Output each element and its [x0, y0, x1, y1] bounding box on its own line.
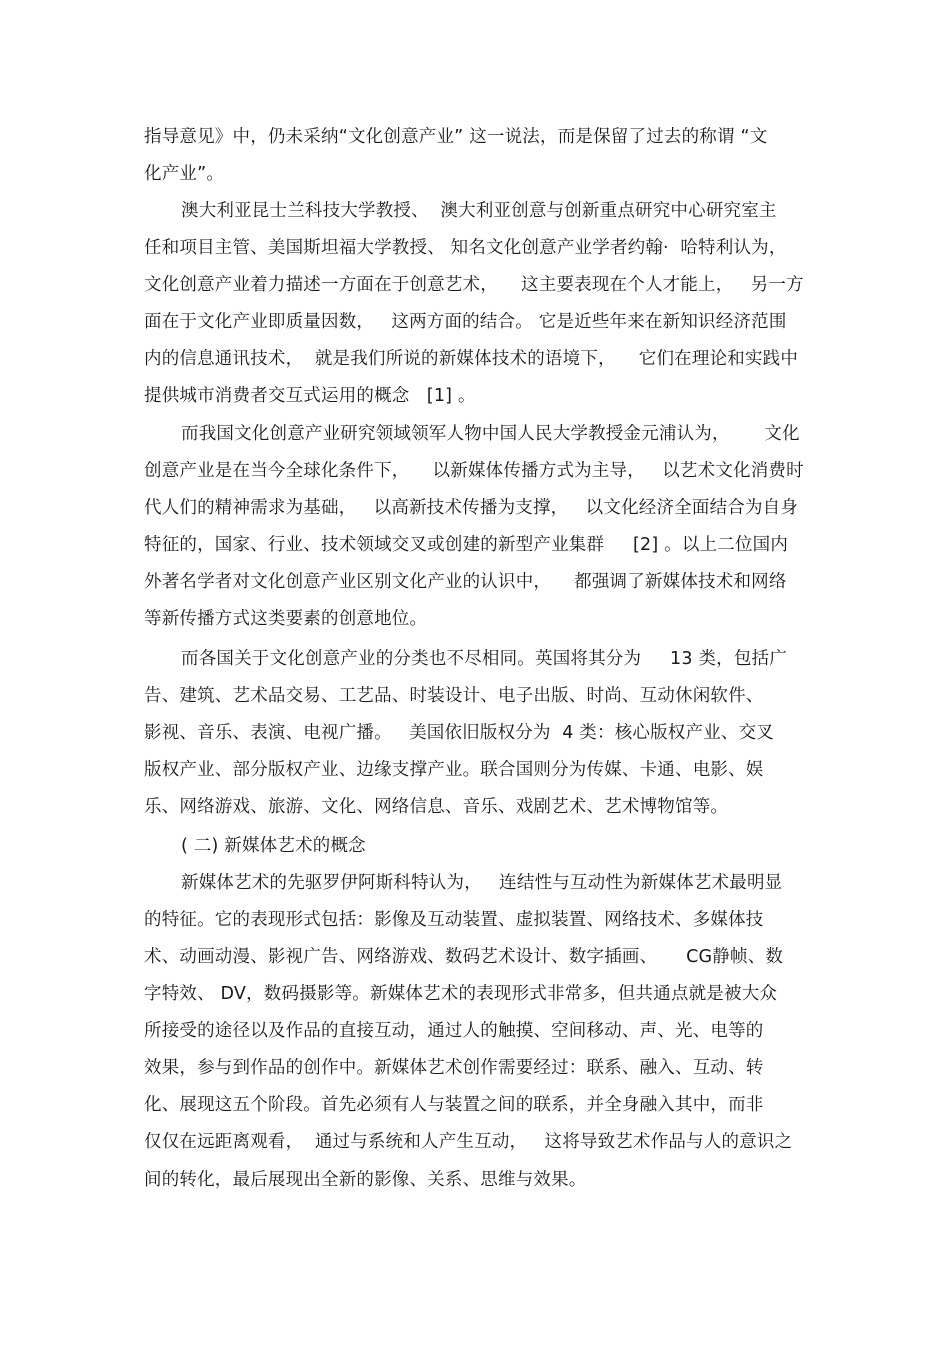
text-line: 化、展现这五个阶段。首先必须有人与装置之间的联系，并全身融入其中，而非 [144, 1095, 764, 1115]
text-line: 指导意见》中，仍未采纳“文化创意产业” 这一说法，而是保留了过去的称谓 “文 [144, 127, 768, 147]
text-line: 所接受的途径以及作品的直接互动，通过人的触摸、空间移动、声、光、电等的 [144, 1021, 764, 1041]
text-line: 外著名学者对文化创意产业区别文化产业的认识中， 都强调了新媒体技术和网络 [144, 572, 787, 592]
text-line: 面在于文化产业即质量因数， 这两方面的结合。 它是近些年来在新知识经济范围 [144, 312, 787, 332]
text-line: 内的信息通讯技术， 就是我们所说的新媒体技术的语境下， 它们在理论和实践中 [144, 349, 799, 369]
text-line: 间的转化，最后展现出全新的影像、关系、思维与效果。 [144, 1170, 587, 1190]
text-line: 提供城市消费者交互式运用的概念 [1] 。 [144, 386, 476, 406]
section-heading: ( 二) 新媒体艺术的概念 [181, 836, 366, 856]
text-line: 版权产业、部分版权产业、边缘支撑产业。联合国则分为传媒、卡通、电影、娱 [144, 760, 764, 780]
text-line: 文化创意产业着力描述一方面在于创意艺术， 这主要表现在个人才能上， 另一方 [144, 275, 804, 295]
text-line: 特征的，国家、行业、技术领域交叉或创建的新型产业集群 [2] 。以上二位国内 [144, 535, 789, 555]
paragraph-first-line: 新媒体艺术的先驱罗伊阿斯科特认为， 连结性与互动性为新媒体艺术最明显 [181, 873, 783, 893]
text-line: 等新传播方式这类要素的创意地位。 [144, 609, 428, 629]
text-line: 乐、网络游戏、旅游、文化、网络信息、音乐、戏剧艺术、艺术博物馆等。 [144, 797, 729, 817]
paragraph-first-line: 而各国关于文化创意产业的分类也不尽相同。英国将其分为 13 类，包括广 [181, 649, 787, 669]
text-line: 字特效、 DV，数码摄影等。新媒体艺术的表现形式非常多，但共通点就是被大众 [144, 984, 778, 1004]
text-line: 的特征。它的表现形式包括：影像及互动装置、虚拟装置、网络技术、多媒体技 [144, 910, 764, 930]
text-line: 影视、音乐、表演、电视广播。 美国依旧版权分为 4 类：核心版权产业、交叉 [144, 723, 775, 743]
text-line: 代人们的精神需求为基础， 以高新技术传播为支撑， 以文化经济全面结合为自身 [144, 498, 799, 518]
text-line: 任和项目主管、美国斯坦福大学教授、 知名文化创意产业学者约翰· 哈特利认为， [144, 238, 787, 258]
text-line: 告、建筑、艺术品交易、工艺品、时装设计、电子出版、时尚、互动休闲软件、 [144, 686, 764, 706]
paragraph-first-line: 而我国文化创意产业研究领域领军人物中国人民大学教授金元浦认为， 文化 [181, 424, 800, 444]
text-line: 化产业”。 [144, 164, 225, 184]
text-line: 仅仅在远距离观看， 通过与系统和人产生互动， 这将导致艺术作品与人的意识之 [144, 1132, 793, 1152]
text-line: 效果，参与到作品的创作中。新媒体艺术创作需要经过：联系、融入、互动、转 [144, 1058, 764, 1078]
text-line: 术、动画动漫、影视广告、网络游戏、数码艺术设计、数字插画、 CG静帧、数 [144, 947, 784, 967]
paragraph-first-line: 澳大利亚昆士兰科技大学教授、 澳大利亚创意与创新重点研究中心研究室主 [181, 201, 777, 221]
text-line: 创意产业是在当今全球化条件下， 以新媒体传播方式为主导， 以艺术文化消费时 [144, 461, 804, 481]
